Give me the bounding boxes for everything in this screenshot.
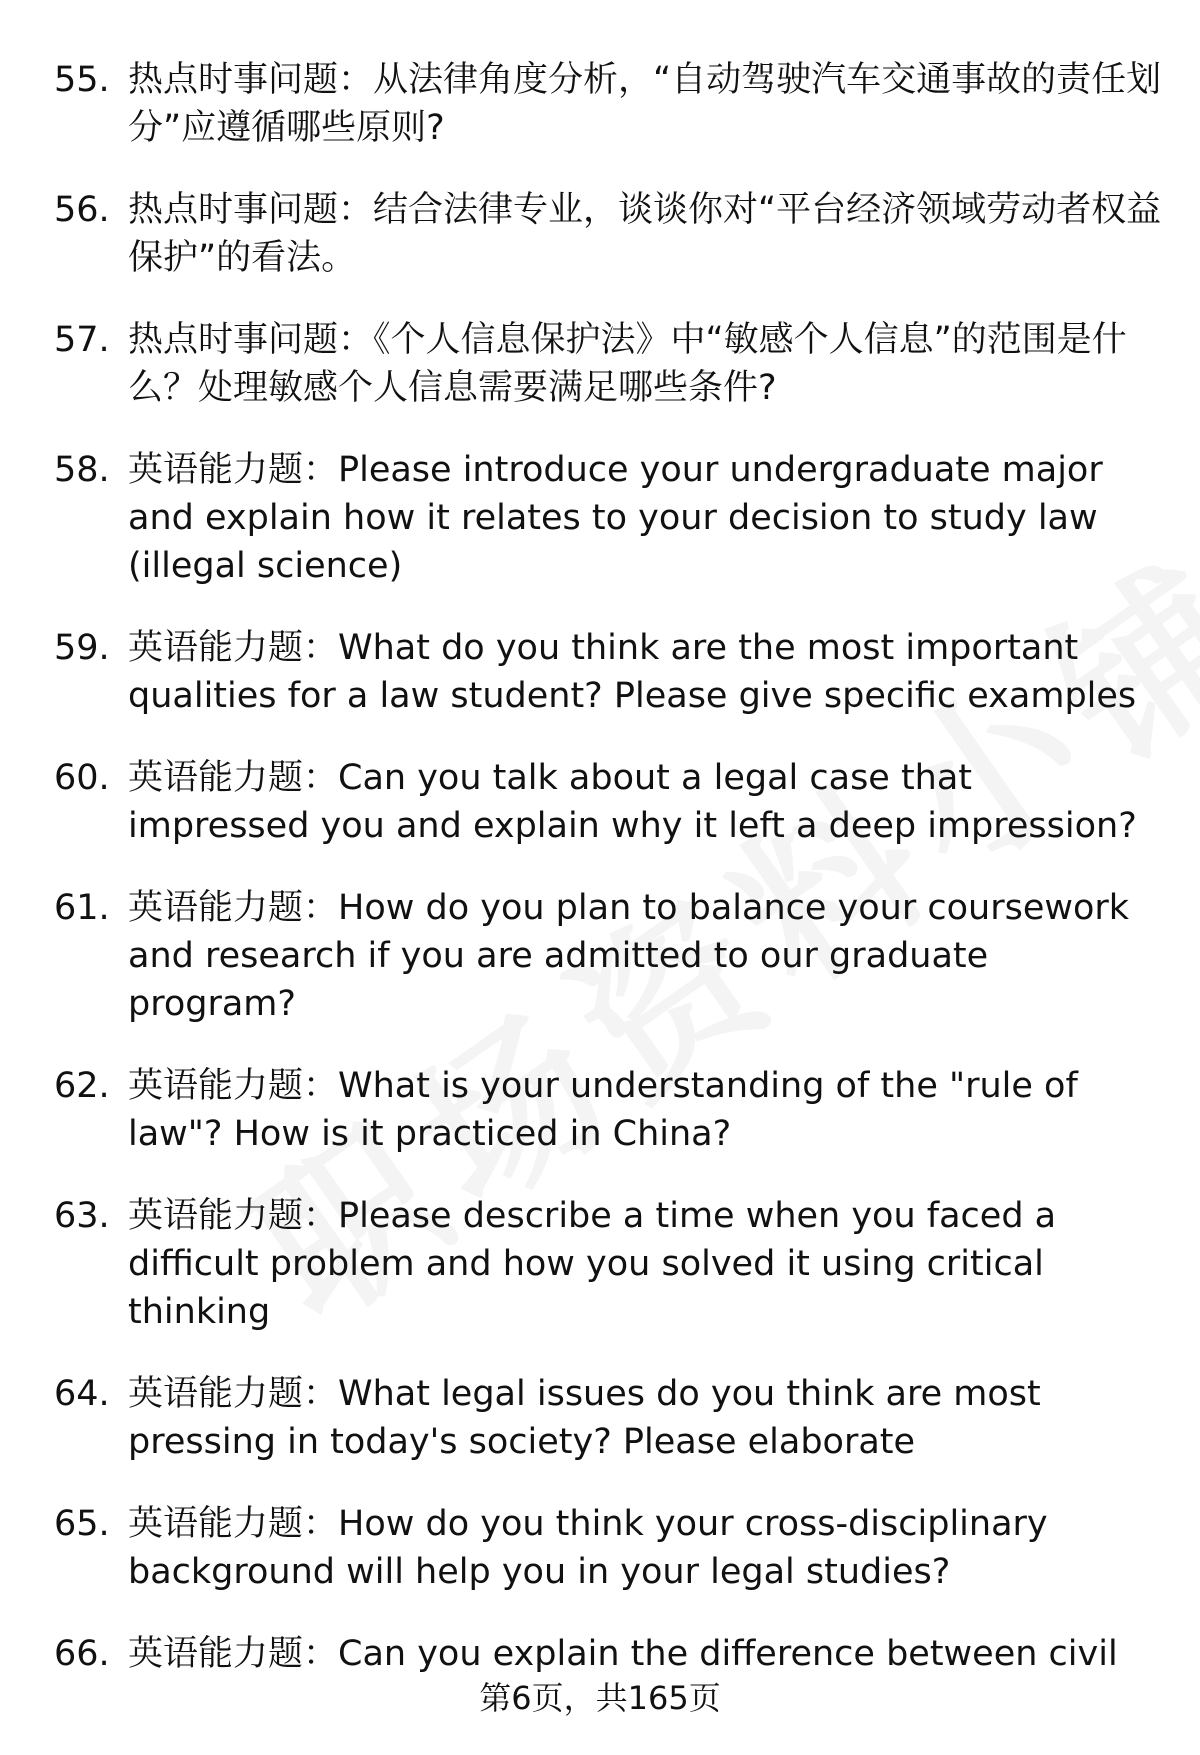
question-item bbox=[54, 1370, 1164, 1466]
question-number: 57. bbox=[54, 320, 110, 360]
question-item bbox=[54, 446, 1164, 590]
question-text: 热点时事问题：从法律角度分析，“自动驾驶汽车交通事故的责任划分”应遵循哪些原则? bbox=[128, 60, 1162, 148]
question-number: 62. bbox=[54, 1066, 110, 1106]
question-list bbox=[54, 56, 1164, 1712]
question-text: 热点时事问题：《个人信息保护法》中“敏感个人信息”的范围是什么？处理敏感个人信息需要满足哪些条件? bbox=[128, 320, 1127, 408]
question-text: 英语能力题：What do you think are the most important qualities for a law student? Please give specific examples bbox=[128, 628, 1137, 716]
page-number-footer: 第6页，共165页 bbox=[479, 1679, 721, 1717]
question-body bbox=[128, 1500, 1164, 1596]
question-body bbox=[128, 56, 1164, 152]
question-text: 英语能力题：How do you think your cross-disciplinary background will help you in your legal studies? bbox=[128, 1504, 1048, 1592]
question-text: 热点时事问题：结合法律专业，谈谈你对“平台经济领域劳动者权益保护”的看法。 bbox=[128, 190, 1162, 278]
question-text: 英语能力题：Please introduce your undergraduate major and explain how it relates to your decision to study law (illegal science) bbox=[128, 450, 1103, 586]
question-item bbox=[54, 1062, 1164, 1158]
question-body bbox=[128, 316, 1164, 412]
question-text: 英语能力题：Can you talk about a legal case that impressed you and explain why it left a deep impression? bbox=[128, 758, 1137, 846]
question-number: 58. bbox=[54, 450, 110, 490]
question-body bbox=[128, 624, 1164, 720]
question-text: 英语能力题：Can you explain the difference between civil bbox=[128, 1634, 1118, 1674]
question-number: 61. bbox=[54, 888, 110, 928]
question-text: 英语能力题：Please describe a time when you faced a difficult problem and how you solved it using critical thinking bbox=[128, 1196, 1057, 1332]
question-item bbox=[54, 1630, 1164, 1678]
question-item bbox=[54, 316, 1164, 412]
question-item bbox=[54, 884, 1164, 1028]
question-text: 英语能力题：What is your understanding of the "rule of law"? How is it practiced in China? bbox=[128, 1066, 1078, 1154]
question-body bbox=[128, 1370, 1164, 1466]
question-item bbox=[54, 1500, 1164, 1596]
question-body bbox=[128, 446, 1164, 590]
question-number: 59. bbox=[54, 628, 110, 668]
question-body bbox=[128, 1192, 1164, 1336]
question-number: 56. bbox=[54, 190, 110, 230]
question-text: 英语能力题：What legal issues do you think are most pressing in today's society? Please elaborate bbox=[128, 1374, 1041, 1462]
question-number: 66. bbox=[54, 1634, 110, 1674]
question-number: 63. bbox=[54, 1196, 110, 1236]
question-item bbox=[54, 624, 1164, 720]
question-body bbox=[128, 1630, 1164, 1678]
question-body bbox=[128, 754, 1164, 850]
question-number: 65. bbox=[54, 1504, 110, 1544]
question-number: 64. bbox=[54, 1374, 110, 1414]
question-body bbox=[128, 884, 1164, 1028]
question-item bbox=[54, 186, 1164, 282]
question-number: 60. bbox=[54, 758, 110, 798]
question-item bbox=[54, 1192, 1164, 1336]
question-body bbox=[128, 1062, 1164, 1158]
question-text: 英语能力题：How do you plan to balance your coursework and research if you are admitted to our graduate program? bbox=[128, 888, 1130, 1024]
question-item bbox=[54, 56, 1164, 152]
question-body bbox=[128, 186, 1164, 282]
question-number: 55. bbox=[54, 60, 110, 100]
question-item bbox=[54, 754, 1164, 850]
